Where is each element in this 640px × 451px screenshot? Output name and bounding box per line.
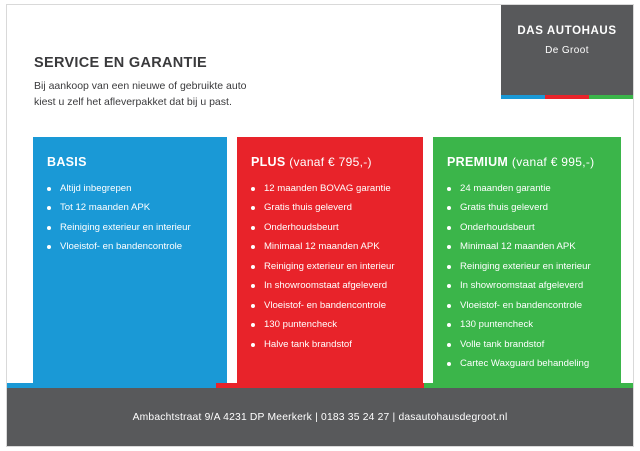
package-name-plus: PLUS [250,155,286,169]
package-name-premium: PREMIUM [446,155,509,169]
logo-stripe-red [545,95,589,99]
package-title-basis [47,155,213,169]
list-item: 24 maanden garantie [447,183,607,196]
footer-contact-text: Ambachtstraat 9/A 4231 DP Meerkerk | 0183 35 24 27 | dasautohausdegroot.nl [132,411,508,423]
list-item: 130 puntencheck [251,319,409,332]
list-item: Reiniging exterieur en interieur [47,222,213,235]
list-item: Gratis thuis geleverd [251,202,409,215]
list-item: Vloeistof- en bandencontrole [447,300,607,313]
list-item: Cartec Waxguard behandeling [447,358,607,371]
logo-stripe-green [589,95,633,99]
headline-block [34,55,354,111]
package-card-basis[interactable] [33,137,227,385]
package-price-premium: (vanaf € 995,-) [511,155,595,169]
list-item: Tot 12 maanden APK [47,202,213,215]
package-feature-list-basis [47,183,213,254]
logo-stripe-accent [501,95,633,99]
list-item: Vloeistof- en bandencontrole [251,300,409,313]
list-item: Vloeistof- en bandencontrole [47,241,213,254]
page-subtitle [34,79,354,111]
list-item: In showroomstaat afgeleverd [447,280,607,293]
list-item: Reiniging exterieur en interieur [447,261,607,274]
list-item: Volle tank brandstof [447,339,607,352]
list-item: Onderhoudsbeurt [447,222,607,235]
package-price-plus: (vanaf € 795,-) [289,155,372,169]
package-feature-list-premium [447,183,607,394]
logo-company-name: DAS AUTOHAUS [517,25,617,37]
list-item: Halve tank brandstof [251,339,409,352]
list-item: Altijd inbegrepen [47,183,213,196]
package-card-premium[interactable] [433,137,621,385]
flyer-sheet [6,4,634,447]
package-list [33,137,621,385]
list-item: Gratis thuis geleverd [447,202,607,215]
list-item: 130 puntencheck [447,319,607,332]
list-item: Minimaal 12 maanden APK [251,241,409,254]
logo-stripe-blue [501,95,545,99]
package-name-basis: BASIS [47,155,87,169]
footer-contact-bar [7,388,633,446]
package-title-plus [251,155,409,169]
list-item: Reiniging exterieur en interieur [251,261,409,274]
logo-company-subtitle: De Groot [545,45,589,56]
list-item: In showroomstaat afgeleverd [251,280,409,293]
subtitle-line-2: kiest u zelf het afleverpakket dat bij u past. [34,95,232,108]
page-title: SERVICE EN GARANTIE [34,55,208,71]
list-item: Minimaal 12 maanden APK [447,241,607,254]
package-card-plus[interactable] [237,137,423,385]
company-logo [501,5,633,99]
list-item: 12 maanden BOVAG garantie [251,183,409,196]
list-item: Onderhoudsbeurt [251,222,409,235]
package-feature-list-plus [251,183,409,351]
subtitle-line-1: Bij aankoop van een nieuwe of gebruikte auto [34,80,247,92]
package-title-premium [447,155,607,169]
